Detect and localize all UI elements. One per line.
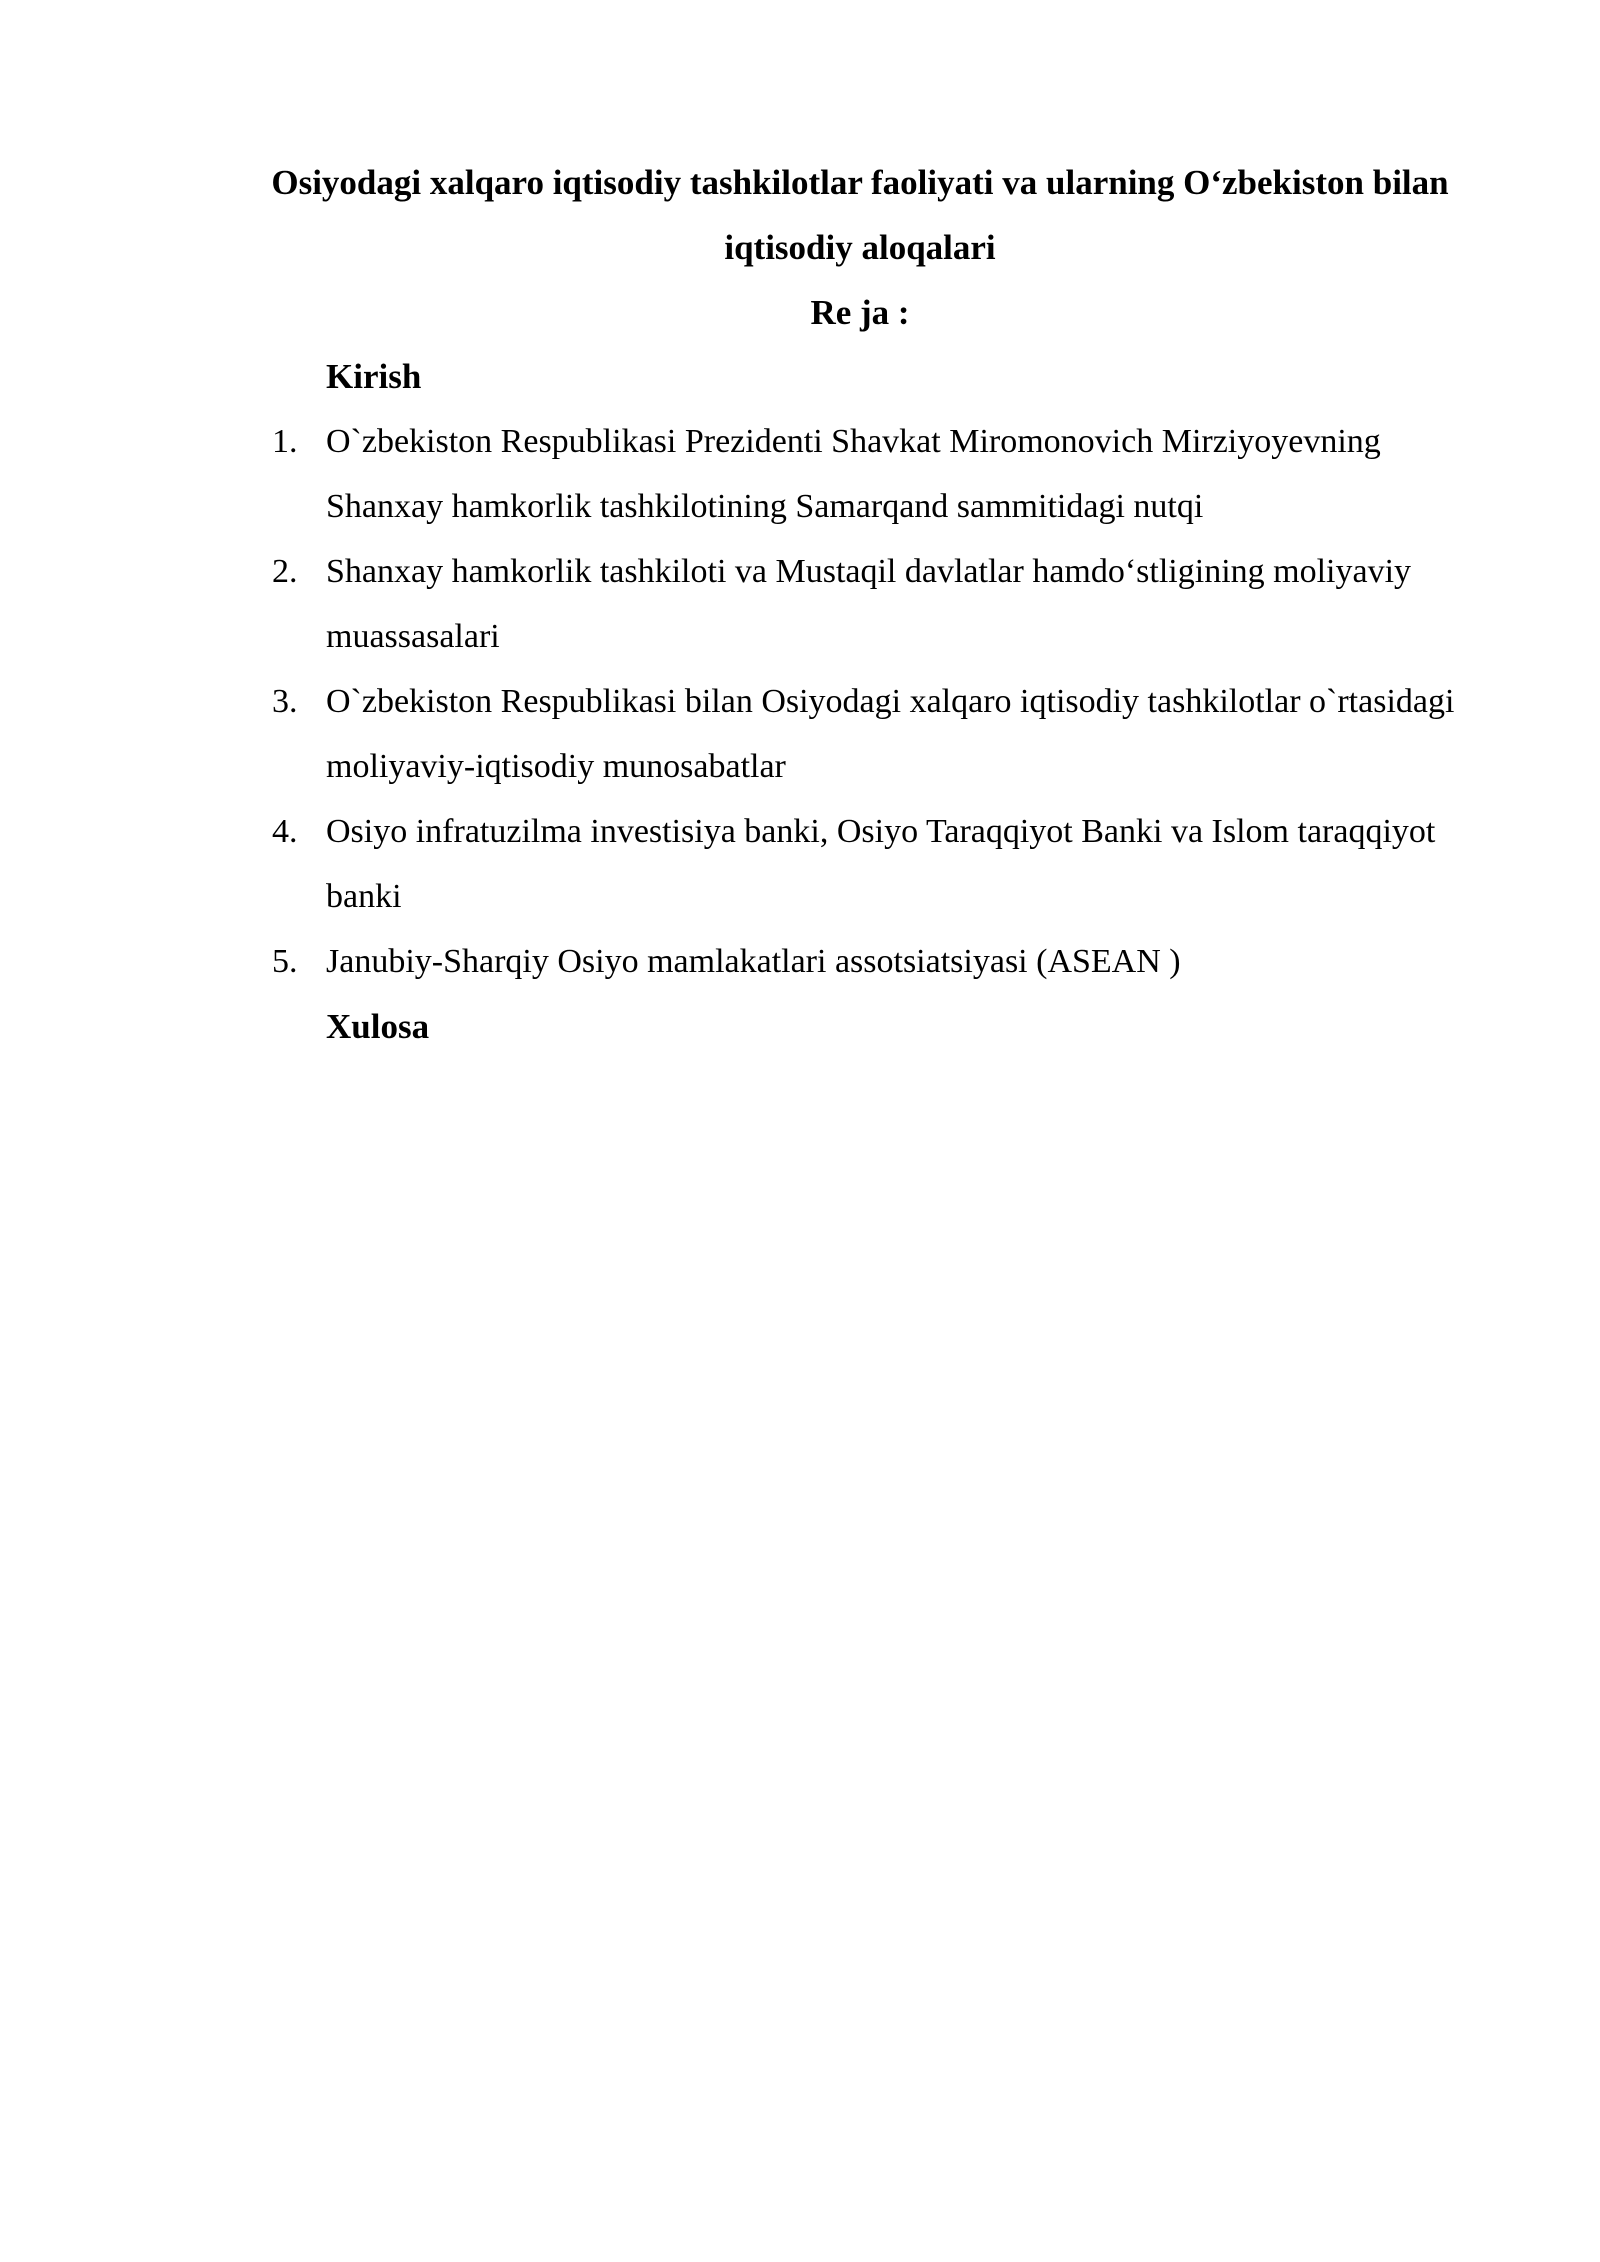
plan-item-1 xyxy=(272,409,1492,539)
plan-item-4 xyxy=(272,799,1492,929)
plan-list xyxy=(272,344,1492,1059)
plan-item-text: O`zbekiston Respublikasi Prezidenti Shavkat Miromonovich Mirziyoyevning Shanxay hamkorlik tashkilotining Samarqand sammitidagi nutqi xyxy=(326,423,1381,525)
plan-item-number: 5. xyxy=(272,943,298,980)
conclusion-heading: Xulosa xyxy=(326,1007,430,1046)
intro-heading: Kirish xyxy=(326,357,422,396)
plan-item-number: 1. xyxy=(272,423,298,460)
plan-item-number: 2. xyxy=(272,553,298,590)
plan-item-5 xyxy=(272,929,1492,994)
plan-item-number: 4. xyxy=(272,813,298,850)
plan-item-text: O`zbekiston Respublikasi bilan Osiyodagi xalqaro iqtisodiy tashkilotlar o`rtasidagi moliyaviy-iqtisodiy munosabatlar xyxy=(326,683,1455,785)
plan-item-number: 3. xyxy=(272,683,298,720)
plan-item-text: Osiyo infratuzilma investisiya banki, Osiyo Taraqqiyot Banki va Islom taraqqiyot banki xyxy=(326,813,1436,915)
plan-item-2 xyxy=(272,539,1492,669)
plan-item-3 xyxy=(272,669,1492,799)
plan-heading: Re ja : xyxy=(810,293,910,332)
plan-item-text: Shanxay hamkorlik tashkiloti va Mustaqil davlatlar hamdo‘stligining moliyaviy muassasalari xyxy=(326,553,1412,655)
plan-item-text: Janubiy-Sharqiy Osiyo mamlakatlari assotsiatsiyasi (ASEAN ) xyxy=(326,943,1181,980)
document-title: Osiyodagi xalqaro iqtisodiy tashkilotlar faoliyati va ularning O‘zbekiston bilan iqtisodiy aloqalari xyxy=(271,163,1449,267)
